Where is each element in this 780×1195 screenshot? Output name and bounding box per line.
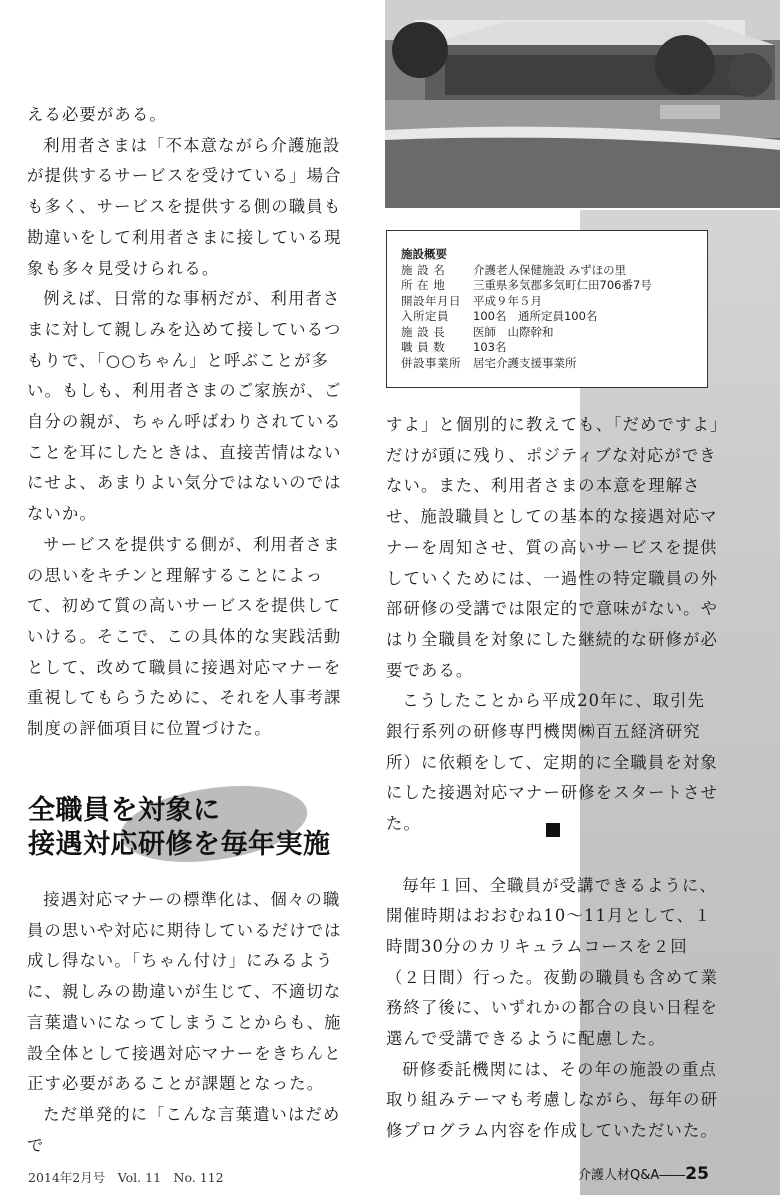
facility-row-key: 入所定員 [401, 309, 449, 323]
facility-row-key: 併設事業所 [401, 355, 461, 370]
facility-row [401, 309, 697, 325]
facility-row-value: 103名 [473, 340, 507, 354]
paragraph: える必要がある。 [27, 105, 167, 124]
facility-row [401, 278, 697, 294]
paragraph: 接遇対応マナーの標準化は、個々の職員の思いや対応に期待しているだけでは成し得ない。「ちゃん付け」にみるように、親しみの勘違いが生じて、不適切な言葉遣いになってしまうことからも、施設全体として接遇対応マナーをきちんと正す必要があることが課題となった。 [27, 890, 342, 1094]
facility-row-value: 介護老人保健施設 みずほの里 [473, 262, 627, 277]
paragraph: 利用者さまは「不本意ながら介護施設が提供するサービスを受けている」場合も多く、サービスを提供する側の職員も勘違いをして利用者さまに接している現象も多々見受けられる。 [27, 135, 342, 278]
section-heading [28, 784, 368, 874]
facility-row [401, 294, 697, 310]
right-column-text [386, 410, 721, 1147]
facility-row-key: 開設年月日 [401, 293, 461, 308]
facility-row-key: 施 設 名 [401, 262, 446, 277]
facility-overview-box [386, 230, 708, 388]
facility-row-value: 居宅介護支援事業所 [473, 355, 577, 370]
section-break-square-icon [546, 823, 560, 837]
facility-row-key: 施 設 長 [401, 324, 446, 339]
facility-row-key: 所 在 地 [401, 278, 446, 292]
facility-row-value: 100名 通所定員100名 [473, 309, 598, 323]
section-break-spacer [386, 840, 721, 871]
paragraph: 毎年１回、全職員が受講できるように、開催時期はおおむね10～11月として、１時間30分のカリキュラムコースを２回（２日間）行った。夜勤の職員も含めて業務終了後に、いずれかの都合の良い日程を選んで受講できるように配慮した。 [386, 875, 719, 1049]
heading-line-2: 接遇対応研修を毎年実施 [28, 829, 331, 860]
facility-row [401, 325, 697, 341]
heading-line-1: 全職員を対象に [28, 795, 221, 826]
paragraph: サービスを提供する側が、利用者さまの思いをキチンと理解することによって、初めて質の高いサービスを提供していける。そこで、この具体的な実践活動として、改めて職員に接遇対応マナーを重視してもらうために、それを人事考課制度の評価項目に位置づけた。 [27, 534, 342, 739]
issue-info: 2014年2月号 Vol. 11 No. 112 [28, 1170, 224, 1185]
facility-row-value: 三重県多気郡多気町仁田706番7号 [473, 278, 652, 292]
facility-row-value: 平成９年５月 [473, 293, 542, 308]
left-column-bottom-text [27, 885, 357, 1161]
paragraph: こうしたことから平成20年に、取引先銀行系列の研修専門機関㈱百五経済研究所）に依頼をして、定期的に全職員を対象にした接遇対応マナー研修をスタートさせた。 [386, 691, 719, 834]
facility-row-value: 医師 山際幹和 [473, 324, 554, 339]
paragraph: すよ」と個別的に教えても、「だめですよ」だけが頭に残り、ポジティブな対応ができない。また、利用者さまの本意を理解させ、施設職員としての基本的な接遇対応マナーを周知させ、質の高いサービスを提供していくためには、一過性の特定職員の外部研修の受講では限定的で意味がない。やはり全職員を対象にした継続的な研修が必要である。 [386, 415, 720, 680]
facility-row [401, 263, 697, 279]
page-number: 25 [685, 1164, 709, 1184]
facility-row-key: 職 員 数 [401, 340, 446, 354]
facility-overview-title: 施設概要 [401, 247, 447, 261]
left-column-text [27, 100, 357, 745]
facility-row [401, 340, 697, 356]
paragraph: 研修委託機関には、その年の施設の重点取り組みテーマも考慮しながら、毎年の研修プログラム内容を作成していただいた。 [386, 1059, 719, 1141]
facility-row [401, 356, 697, 372]
magazine-name: 介護人材Q&A―― [578, 1168, 686, 1183]
paragraph: ただ単発的に「こんな言葉遣いはだめで [27, 1104, 341, 1155]
page-footer [578, 1164, 709, 1184]
paragraph: 例えば、日常的な事柄だが、利用者さまに対して親しみを込めて接しているつもりで、「○○ちゃん」と呼ぶことが多い。もしも、利用者さまのご家族が、ご自分の親が、ちゃん呼ばわりされていることを耳にしたときは、直接苦情はないにせよ、あまりよい気分ではないのではないか。 [27, 289, 342, 524]
facility-photo [385, 0, 780, 208]
